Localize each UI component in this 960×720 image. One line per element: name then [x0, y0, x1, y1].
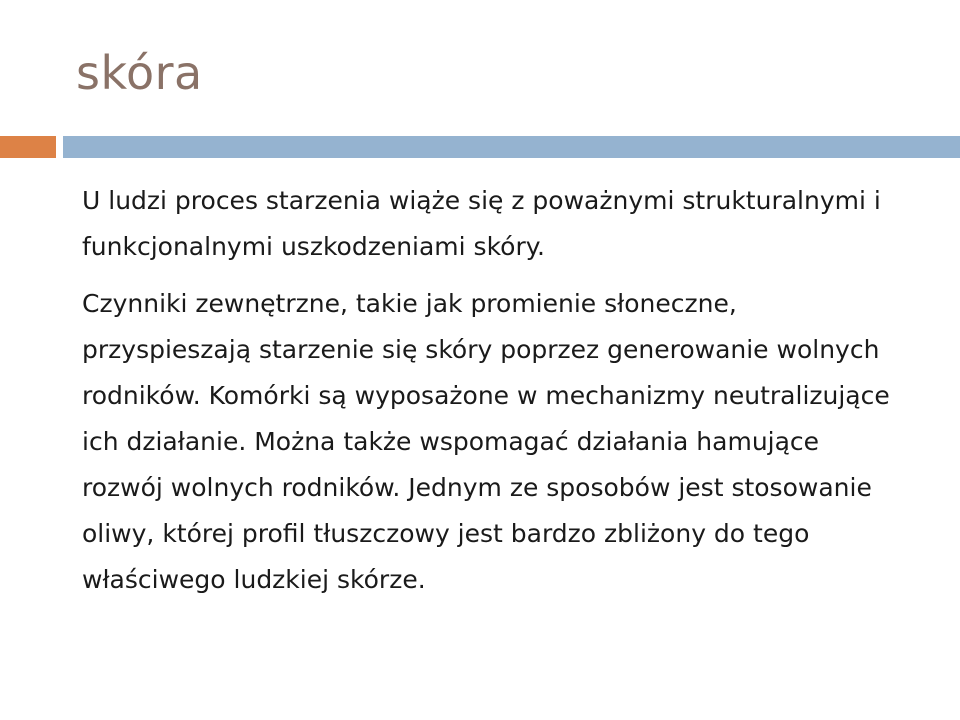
slide-title: skóra: [76, 46, 203, 100]
body-paragraph-1: U ludzi proces starzenia wiąże się z poważnymi strukturalnymi i funkcjonalnymi uszkodzeniami skóry.: [82, 186, 881, 261]
slide-body: [82, 178, 902, 614]
title-rule-bar: [63, 136, 960, 158]
body-paragraph-2: Czynniki zewnętrzne, takie jak promienie słoneczne, przyspieszają starzenie się skóry poprzez generowanie wolnych rodników. Komórki są wyposażone w mechanizmy neutralizujące ich działanie. Można także wspomagać działania hamujące rozwój wolnych rodników. Jednym ze sposobów jest stosowanie oliwy, której profil tłuszczowy jest bardzo zbliżony do tego właściwego ludzkiej skórze.: [82, 289, 890, 594]
accent-bar: [0, 136, 56, 158]
